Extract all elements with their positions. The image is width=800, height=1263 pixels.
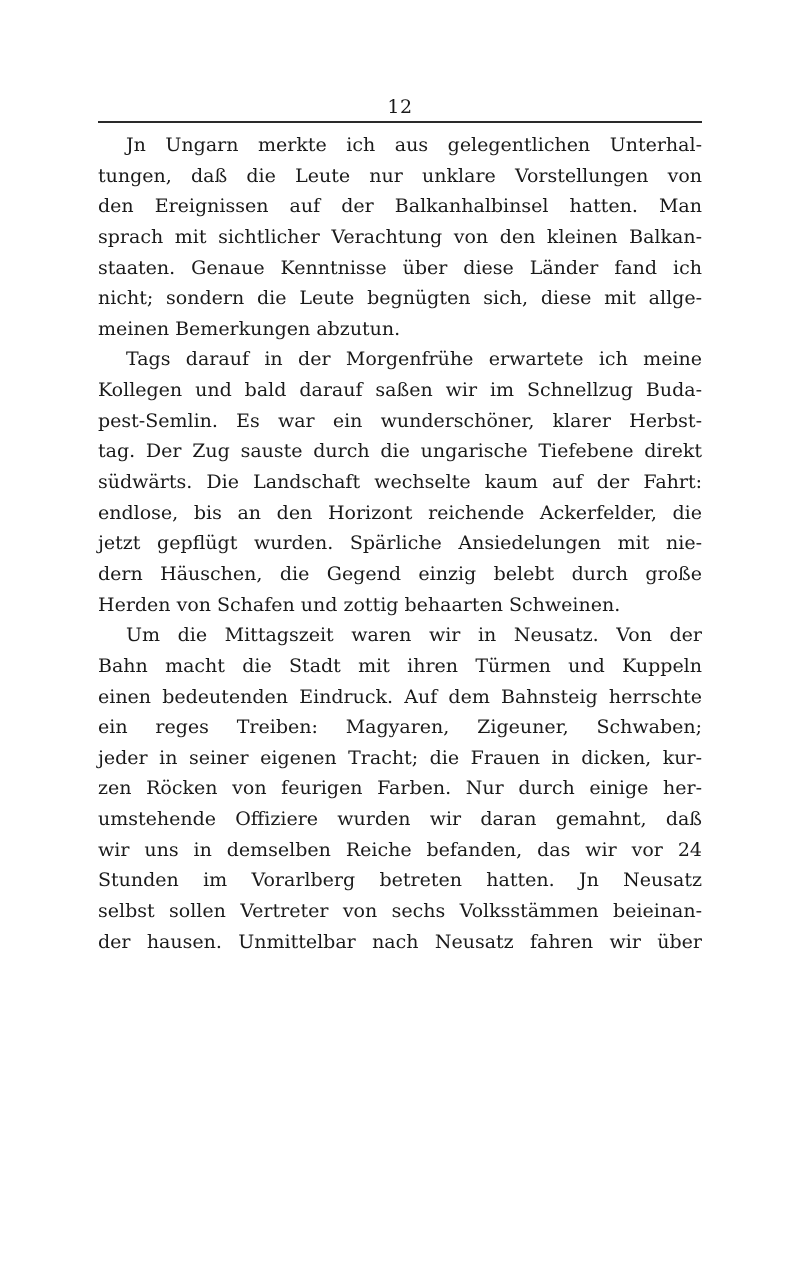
text-line: Stunden im Vorarlberg betreten hatten. Jn Neusatz <box>98 869 702 892</box>
text-line: jeder in seiner eigenen Tracht; die Frauen in dicken, kur- <box>98 746 702 769</box>
text-line: südwärts. Die Landschaft wechselte kaum auf der Fahrt: <box>98 471 702 494</box>
text-line: wir uns in demselben Reiche befanden, das wir vor 24 <box>98 838 702 861</box>
body-text <box>98 130 702 957</box>
text-line: sprach mit sichtlicher Verachtung von den kleinen Balkan- <box>98 225 702 248</box>
text-line: selbst sollen Vertreter von sechs Volksstämmen beieinan- <box>98 900 702 923</box>
text-line: staaten. Genaue Kenntnisse über diese Länder fand ich <box>98 256 702 279</box>
text-line: Herden von Schafen und zottig behaarten Schweinen. <box>98 593 621 616</box>
text-line: endlose, bis an den Horizont reichende Ackerfelder, die <box>98 501 702 524</box>
text-line: dern Häuschen, die Gegend einzig belebt durch große <box>98 562 702 585</box>
text-line: ein reges Treiben: Magyaren, Zigeuner, Schwaben; <box>98 716 702 739</box>
text-line: tungen, daß die Leute nur unklare Vorstellungen von <box>98 164 702 187</box>
text-line: zen Röcken von feurigen Farben. Nur durch einige her- <box>98 777 702 800</box>
page-header <box>98 95 702 123</box>
text-line: meinen Bemerkungen abzutun. <box>98 317 401 340</box>
text-line: jetzt gepflügt wurden. Spärliche Ansiedelungen mit nie- <box>98 532 702 555</box>
text-line: Jn Ungarn merkte ich aus gelegentlichen Unterhal- <box>126 134 702 156</box>
page-number: 12 <box>387 96 413 118</box>
text-line: Um die Mittagszeit waren wir in Neusatz. Von der <box>126 624 702 647</box>
text-line: Tags darauf in der Morgenfrühe erwartete ich meine <box>126 348 702 371</box>
text-line: den Ereignissen auf der Balkanhalbinsel hatten. Man <box>98 195 702 218</box>
text-line: Bahn macht die Stadt mit ihren Türmen und Kuppeln <box>98 654 702 677</box>
text-line: umstehende Offiziere wurden wir daran gemahnt, daß <box>98 808 702 831</box>
text-line: nicht; sondern die Leute begnügten sich, diese mit allge- <box>98 287 702 310</box>
text-line: pest-Semlin. Es war ein wunderschöner, klarer Herbst- <box>98 409 702 432</box>
text-line: der hausen. Unmittelbar nach Neusatz fahren wir über <box>98 930 702 953</box>
text-line: einen bedeutenden Eindruck. Auf dem Bahnsteig herrschte <box>98 685 702 708</box>
text-line: Kollegen und bald darauf saßen wir im Schnellzug Buda- <box>98 379 702 402</box>
text-line: tag. Der Zug sauste durch die ungarische Tiefebene direkt <box>98 440 702 463</box>
